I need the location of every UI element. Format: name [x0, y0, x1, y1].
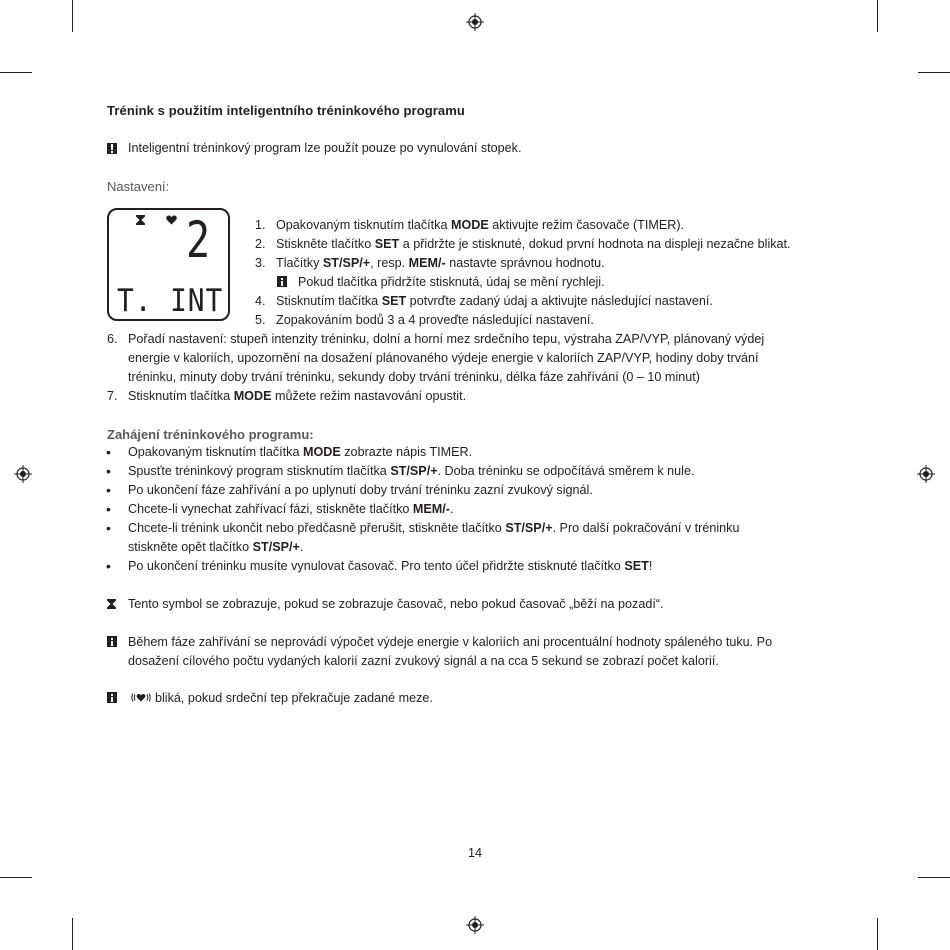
settings-heading: Nastavení:: [107, 179, 170, 194]
crop-mark: [0, 72, 32, 73]
lcd-mode-label: T. INT: [117, 283, 224, 319]
bullet: •: [106, 463, 111, 479]
registration-mark-icon: [466, 916, 484, 934]
step-6-line: tréninku, minuty doby trvání tréninku, sekundy doby trvání tréninku, délka fáze zahřívání (0 – 10 minut): [128, 370, 700, 384]
warning-icon: [107, 143, 117, 154]
bullet: •: [106, 444, 111, 460]
start-item-1: Opakovaným tisknutím tlačítka MODE zobrazte nápis TIMER.: [128, 445, 473, 459]
step-6-number: 6.: [107, 332, 118, 346]
step-7-number: 7.: [107, 389, 118, 403]
warmup-note-line: dosažení cílového počtu vydaných kalorií zazní zvukový signál a na cca 5 sekund se zobrazí počet kalorií.: [128, 654, 719, 668]
bullet: •: [106, 558, 111, 574]
page-number: 14: [467, 846, 482, 860]
step-3: 3. Tlačítky ST/SP/+, resp. MEM/- nastavte správnou hodnotu.: [255, 256, 605, 270]
start-item-3: Po ukončení fáze zahřívání a po uplynutí doby trvání tréninku zazní zvukový signál.: [128, 483, 593, 497]
warmup-note-line: Během fáze zahřívání se neprovádí výpočet výdeje energie v kaloriích ani procentuální hodnoty spáleného tuku. Po: [128, 635, 773, 649]
info-icon: [107, 636, 117, 647]
heart-icon: [166, 215, 177, 225]
info-icon: [277, 276, 287, 287]
start-heading: Zahájení tréninkového programu:: [107, 427, 314, 442]
timer-symbol-note: Tento symbol se zobrazuje, pokud se zobrazuje časovač, nebo pokud časovač „běží na pozadí“.: [128, 597, 664, 611]
crop-mark: [918, 72, 950, 73]
hourglass-icon: [107, 599, 116, 609]
start-item-5-cont: stiskněte opět tlačítko ST/SP/+.: [128, 540, 304, 554]
intro-note: Inteligentní tréninkový program lze použít pouze po vynulování stopek.: [128, 141, 522, 155]
registration-mark-icon: [14, 465, 32, 483]
registration-mark-icon: [917, 465, 935, 483]
start-item-4: Chcete-li vynechat zahřívací fázi, stiskněte tlačítko MEM/-.: [128, 502, 454, 516]
heart-note: bliká, pokud srdeční tep překračuje zadané meze.: [155, 691, 433, 705]
step-2: 2. Stiskněte tlačítko SET a přidržte je stisknuté, dokud první hodnota na displeji nezačne blikat.: [255, 237, 791, 251]
bullet: •: [106, 501, 111, 517]
crop-mark: [877, 918, 878, 950]
page-title: Trénink s použitím inteligentního tréninkového programu: [107, 103, 465, 118]
info-icon: [107, 692, 117, 703]
lcd-display: [107, 208, 230, 321]
crop-mark: [0, 877, 32, 878]
step-7: Stisknutím tlačítka MODE můžete režim nastavování opustit.: [128, 389, 467, 403]
blinking-heart-icon: [130, 692, 152, 703]
bullet: •: [106, 482, 111, 498]
step-5: 5. Zopakováním bodů 3 a 4 proveďte následující nastavení.: [255, 313, 594, 327]
crop-mark: [72, 0, 73, 32]
step-6-line: energie v kaloriích, upozornění na dosažení plánovaného výdeje energie v kaloriích ZAP/VYP, hodiny doby trvání: [128, 351, 759, 365]
step-6-line: Pořadí nastavení: stupeň intenzity tréninku, dolní a horní mez srdečního tepu, výstraha ZAP/VYP, plánovaný výdej: [128, 332, 765, 346]
crop-mark: [877, 0, 878, 32]
start-item-2: Spusťte tréninkový program stisknutím tlačítka ST/SP/+. Doba tréninku se odpočítává směrem k nule.: [128, 464, 695, 478]
step-4: 4. Stisknutím tlačítka SET potvrďte zadaný údaj a aktivujte následující nastavení.: [255, 294, 713, 308]
start-item-6: Po ukončení tréninku musíte vynulovat časovač. Pro tento účel přidržte stisknuté tlačítko SET!: [128, 559, 653, 573]
start-item-5: Chcete-li trénink ukončit nebo předčasně přerušit, stiskněte tlačítko ST/SP/+. Pro další pokračování v tréninku: [128, 521, 740, 535]
step-1: 1. Opakovaným tisknutím tlačítka MODE aktivujte režim časovače (TIMER).: [255, 218, 685, 232]
step-3-note: Pokud tlačítka přidržíte stisknutá, údaj se mění rychleji.: [298, 275, 605, 289]
lcd-digit: 2: [185, 211, 210, 269]
registration-mark-icon: [466, 13, 484, 31]
bullet: •: [106, 520, 111, 536]
crop-mark: [72, 918, 73, 950]
hourglass-icon: [136, 215, 145, 225]
crop-mark: [918, 877, 950, 878]
